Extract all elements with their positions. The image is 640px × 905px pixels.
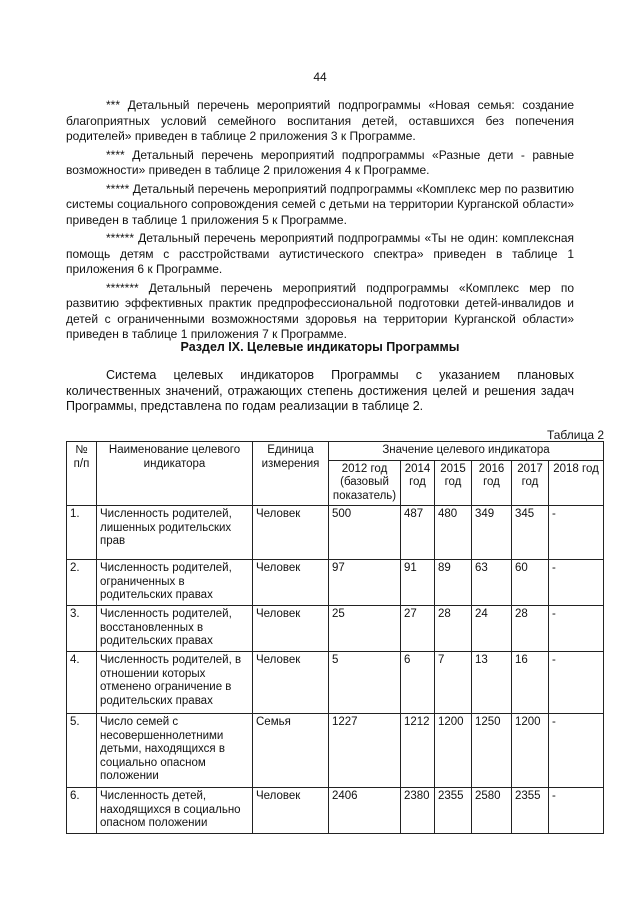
footnotes [66, 98, 574, 343]
row-unit: Семья [253, 714, 329, 788]
row-value: - [549, 714, 604, 788]
row-value: 25 [329, 606, 401, 652]
row-value: 1227 [329, 714, 401, 788]
table-row [67, 652, 604, 714]
row-value: 1200 [435, 714, 472, 788]
table-row [67, 560, 604, 606]
row-value: 500 [329, 506, 401, 560]
row-value: - [549, 560, 604, 606]
row-value: 6 [401, 652, 435, 714]
row-value: 2406 [329, 788, 401, 834]
row-value: 345 [512, 506, 549, 560]
row-value: 7 [435, 652, 472, 714]
row-unit: Человек [253, 788, 329, 834]
row-value: 24 [472, 606, 512, 652]
intro-text: Система целевых индикаторов Программы с указанием плановых количественных значений, отражающих степень достижения целей и решения задач Программы, представлена по годам реализации в таблице 2. [66, 368, 574, 413]
row-value: 1200 [512, 714, 549, 788]
footnote: ***** Детальный перечень мероприятий подпрограммы «Комплекс мер по развитию системы социального сопровождения семей с детьми на территории Курганской области» приведен в таблице 1 приложения 5 к Программе. [66, 181, 574, 227]
header-year: 2014 год [401, 460, 435, 506]
row-value: 28 [512, 606, 549, 652]
intro-paragraph [66, 368, 574, 415]
row-num: 3. [67, 606, 97, 652]
table-row [67, 606, 604, 652]
row-value: 2355 [512, 788, 549, 834]
row-unit: Человек [253, 652, 329, 714]
row-name: Численность детей, находящихся в социально опасном положении [97, 788, 253, 834]
table-row [67, 506, 604, 560]
row-num: 4. [67, 652, 97, 714]
header-row [67, 442, 604, 461]
row-name: Численность родителей, восстановленных в родительских правах [97, 606, 253, 652]
table-caption: Таблица 2 [546, 428, 604, 442]
row-value: 1212 [401, 714, 435, 788]
row-value: 2355 [435, 788, 472, 834]
section-heading: Раздел IX. Целевые индикаторы Программы [180, 340, 460, 354]
row-num: 6. [67, 788, 97, 834]
row-value: 89 [435, 560, 472, 606]
header-year: 2015 год [435, 460, 472, 506]
row-num: 5. [67, 714, 97, 788]
row-unit: Человек [253, 506, 329, 560]
row-value: - [549, 506, 604, 560]
row-name: Численность родителей, лишенных родительских прав [97, 506, 253, 560]
row-name: Число семей с несовершеннолетними детьми, находящихся в социально опасном положении [97, 714, 253, 788]
header-year: 2018 год [549, 460, 604, 506]
row-value: 28 [435, 606, 472, 652]
row-value: 60 [512, 560, 549, 606]
row-value: 97 [329, 560, 401, 606]
row-name: Численность родителей, ограниченных в родительских правах [97, 560, 253, 606]
row-value: 480 [435, 506, 472, 560]
row-num: 1. [67, 506, 97, 560]
row-value: - [549, 606, 604, 652]
table-row [67, 788, 604, 834]
row-value: 27 [401, 606, 435, 652]
header-year: 2012 год (базовый показатель) [329, 460, 401, 506]
row-value: 487 [401, 506, 435, 560]
header-year: 2017 год [512, 460, 549, 506]
row-value: 349 [472, 506, 512, 560]
header-name: Наименование целевого индикатора [97, 442, 253, 506]
footnote: ****** Детальный перечень мероприятий подпрограммы «Ты не один: комплексная помощь детям с расстройствами аутистического спектра» приведен в таблице 1 приложения 6 к Программе. [66, 231, 574, 276]
footnote: ******* Детальный перечень мероприятий подпрограммы «Комплекс мер по развитию эффективных практик предпрофессиональной подготовки детей-инвалидов и детей с ограниченными возможностями здоровья на территории Курганской области» приведен в таблице 1 приложения 7 к Программе. [66, 280, 574, 341]
header-year: 2016 год [472, 460, 512, 506]
row-num: 2. [67, 560, 97, 606]
header-value-group: Значение целевого индикатора [329, 442, 604, 461]
page-number: 44 [313, 70, 327, 84]
row-value: 2380 [401, 788, 435, 834]
footnote: *** Детальный перечень мероприятий подпрограммы «Новая семья: создание благоприятных условий семейного воспитания детей, оставшихся без попечения родителей» приведен в таблице 2 приложения 3 к Программе. [66, 98, 574, 143]
table-row [67, 714, 604, 788]
indicators-table [66, 441, 604, 834]
row-value: 13 [472, 652, 512, 714]
row-value: - [549, 788, 604, 834]
header-unit: Единица измерения [253, 442, 329, 506]
row-value: 63 [472, 560, 512, 606]
row-value: 5 [329, 652, 401, 714]
row-value: 2580 [472, 788, 512, 834]
row-unit: Человек [253, 560, 329, 606]
row-unit: Человек [253, 606, 329, 652]
header-num: № п/п [67, 442, 97, 506]
row-value: 91 [401, 560, 435, 606]
row-name: Численность родителей, в отношении которых отменено ограничение в родительских правах [97, 652, 253, 714]
row-value: 1250 [472, 714, 512, 788]
footnote: **** Детальный перечень мероприятий подпрограммы «Разные дети - равные возможности» приведен в таблице 2 приложения 4 к Программе. [66, 147, 574, 177]
row-value: 16 [512, 652, 549, 714]
row-value: - [549, 652, 604, 714]
